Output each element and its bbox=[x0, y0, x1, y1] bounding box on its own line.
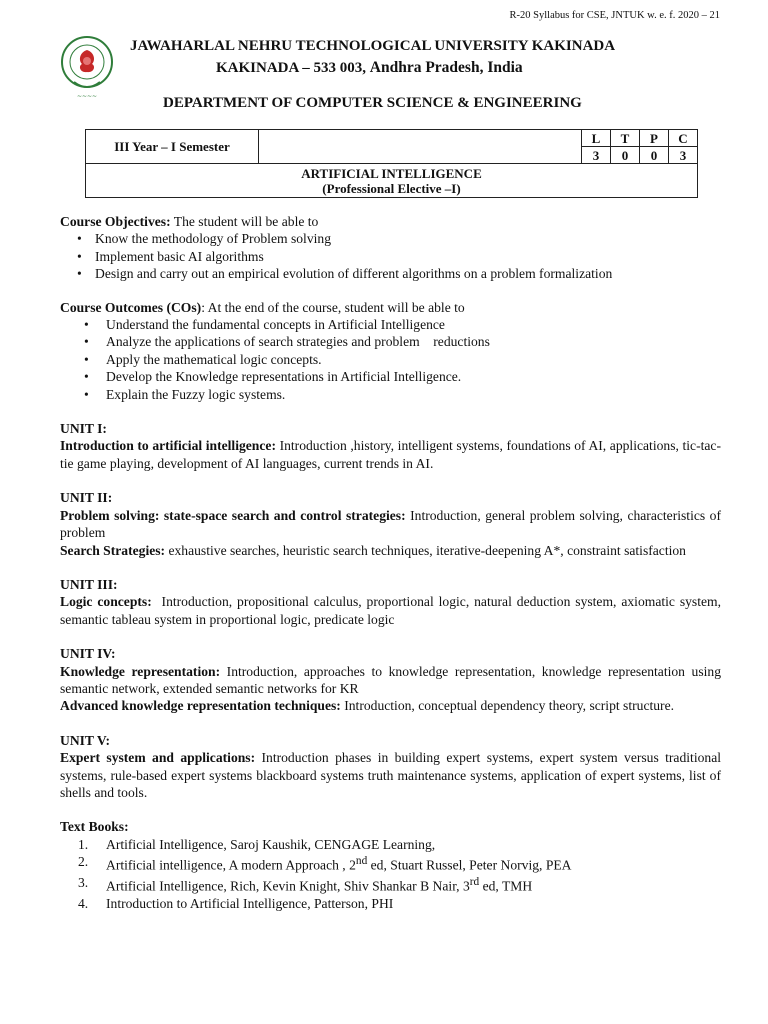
course-subtitle: (Professional Elective –I) bbox=[322, 180, 461, 196]
value-c: 3 bbox=[669, 147, 698, 164]
university-address: KAKINADA – 533 003, Andhra Pradesh, India bbox=[216, 59, 523, 76]
unit-paragraph: Search Strategies: exhaustive searches, heuristic search techniques, iterative-deepening A*, constraint satisfaction bbox=[60, 542, 686, 558]
svg-text:~~~~: ~~~~ bbox=[76, 93, 98, 100]
list-item: • Apply the mathematical logic concepts. bbox=[60, 351, 721, 368]
list-item: • Understand the fundamental concepts in Artificial Intelligence bbox=[60, 316, 721, 333]
unit-heading: UNIT IV: bbox=[60, 646, 116, 662]
objectives-list bbox=[60, 230, 721, 282]
list-item: • Explain the Fuzzy logic systems. bbox=[60, 386, 721, 403]
textbooks-heading: Text Books: bbox=[60, 819, 129, 835]
syllabus-content bbox=[60, 213, 725, 912]
university-seal-icon bbox=[60, 36, 114, 102]
header-l: L bbox=[582, 130, 611, 147]
unit-paragraph: Expert system and applications: Introduction phases in building expert systems, expert system versus traditional systems, rule-based expert systems blackboard systems truth maintenance systems, application of expert systems, list of shells and tools. bbox=[60, 750, 722, 800]
running-header: R-20 Syllabus for CSE, JNTUK w. e. f. 2020 – 21 bbox=[509, 10, 720, 21]
unit-paragraph: Advanced knowledge representation techniques: Introduction, conceptual dependency theory, script structure. bbox=[60, 698, 675, 714]
university-name: JAWAHARLAL NEHRU TECHNOLOGICAL UNIVERSITY KAKINADA bbox=[130, 38, 616, 54]
unit-heading: UNIT III: bbox=[60, 576, 118, 592]
list-item: • Design and carry out an empirical evolution of different algorithms on a problem formalization bbox=[60, 265, 721, 282]
header-c: C bbox=[669, 130, 698, 147]
textbooks-list bbox=[60, 836, 721, 913]
unit-heading: UNIT V: bbox=[60, 732, 110, 748]
header-t: T bbox=[611, 130, 640, 147]
unit-paragraph: Logic concepts: Introduction, propositional calculus, proportional logic, natural deduction system, axiomatic system, semantic tableau system in proportional logic, predicate logic bbox=[60, 594, 725, 627]
unit-paragraph: Problem solving: state-space search and control strategies: Introduction, general problem solving, characteristics of problem bbox=[60, 507, 722, 541]
semester-cell: III Year – I Semester bbox=[86, 130, 259, 164]
list-item: • Analyze the applications of search strategies and problem reductions bbox=[60, 333, 721, 350]
list-item: 3. Artificial Intelligence, Rich, Kevin Knight, Shiv Shankar B Nair, 3rd ed, TMH bbox=[78, 875, 533, 894]
unit-paragraph: Introduction to artificial intelligence: Introduction ,history, intelligent systems, foundations of AI, applications, tic-tac-tie game playing, development of AI languages, current trends in AI. bbox=[60, 438, 721, 471]
list-item: 2. Artificial intelligence, A modern Approach , 2nd ed, Stuart Russel, Peter Norvig, PEA bbox=[78, 854, 572, 873]
course-info-table bbox=[85, 129, 698, 198]
unit-heading: UNIT II: bbox=[60, 490, 113, 506]
outcomes-list bbox=[60, 316, 721, 403]
course-title-cell bbox=[86, 164, 698, 198]
blank-cell bbox=[259, 130, 582, 164]
value-p: 0 bbox=[640, 147, 669, 164]
objectives-intro: Course Objectives: The student will be able to bbox=[60, 214, 319, 229]
value-l: 3 bbox=[582, 147, 611, 164]
unit-paragraph: Knowledge representation: Introduction, approaches to knowledge representation, knowledge representation using semantic network, extended semantic networks for KR bbox=[60, 663, 721, 696]
value-t: 0 bbox=[611, 147, 640, 164]
unit-heading: UNIT I: bbox=[60, 421, 107, 437]
department-title: DEPARTMENT OF COMPUTER SCIENCE & ENGINEERING bbox=[163, 95, 582, 111]
header-p: P bbox=[640, 130, 669, 147]
list-item: 4. Introduction to Artificial Intelligence, Patterson, PHI bbox=[78, 896, 394, 912]
list-item: • Develop the Knowledge representations in Artificial Intelligence. bbox=[60, 368, 721, 385]
course-title: ARTIFICIAL INTELLIGENCE bbox=[301, 165, 482, 181]
outcomes-intro: Course Outcomes (COs): At the end of the course, student will be able to bbox=[60, 299, 465, 315]
list-item: 1. Artificial Intelligence, Saroj Kaushik, CENGAGE Learning, bbox=[78, 836, 436, 852]
list-item: • Know the methodology of Problem solving bbox=[60, 230, 721, 247]
list-item: • Implement basic AI algorithms bbox=[60, 248, 721, 265]
